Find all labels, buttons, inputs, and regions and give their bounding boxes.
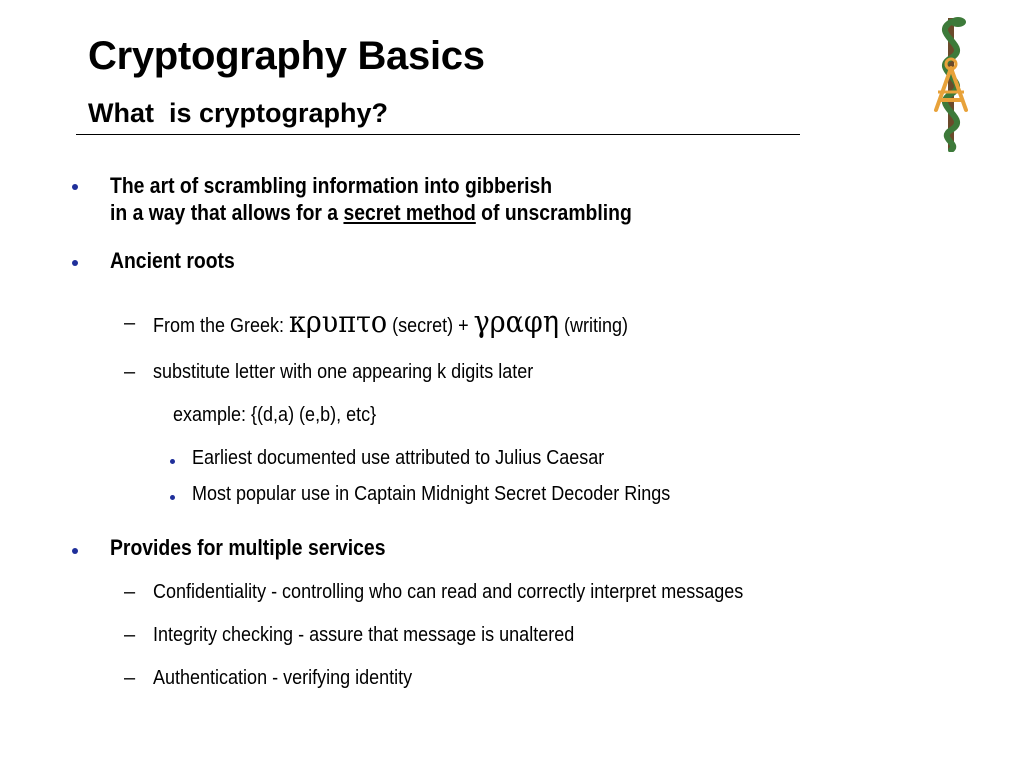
dash-marker: – xyxy=(124,581,136,603)
text-segment: in a way that allows for a xyxy=(110,200,344,225)
slide-subtitle: What is cryptography? xyxy=(88,98,389,128)
greek-origin-line xyxy=(153,305,628,340)
slide-title: Cryptography Basics xyxy=(88,34,485,78)
text-segment: (secret) + xyxy=(387,315,474,337)
greek-word-krypto: κρυπτο xyxy=(289,305,388,340)
bullet-dot xyxy=(170,459,175,464)
caesar-line: Earliest documented use attributed to Julius Caesar xyxy=(192,447,605,469)
bullet-dot xyxy=(72,184,78,190)
caduceus-compass-logo-icon xyxy=(920,12,980,152)
decoder-rings-line: Most popular use in Captain Midnight Secret Decoder Rings xyxy=(192,483,671,505)
greek-word-graphe: γραφη xyxy=(473,305,559,340)
bullet-ancient-roots: Ancient roots xyxy=(110,248,235,273)
example-line: example: {(d,a) (e,b), etc} xyxy=(173,404,377,426)
bullet-dot xyxy=(72,260,78,266)
bullet-art-line2 xyxy=(110,200,632,226)
dash-marker: – xyxy=(124,667,136,689)
authentication-line: Authentication - verifying identity xyxy=(153,667,413,689)
confidentiality-line: Confidentiality - controlling who can read and correctly interpret messages xyxy=(153,581,744,603)
bullet-services: Provides for multiple services xyxy=(110,535,386,560)
secret-method-underlined: secret method xyxy=(343,200,476,225)
text-segment: (writing) xyxy=(558,315,629,337)
substitute-line: substitute letter with one appearing k digits later xyxy=(153,361,534,383)
bullet-dot xyxy=(72,548,78,554)
dash-marker: – xyxy=(124,361,136,383)
dash-marker: – xyxy=(124,312,136,334)
bullet-art-line1: The art of scrambling information into gibberish xyxy=(110,173,553,198)
title-divider xyxy=(76,134,800,135)
text-segment: of unscrambling xyxy=(475,200,632,225)
text-segment: From the Greek: xyxy=(153,315,290,337)
dash-marker: – xyxy=(124,624,136,646)
bullet-dot xyxy=(170,495,175,500)
integrity-line: Integrity checking - assure that message is unaltered xyxy=(153,624,575,646)
